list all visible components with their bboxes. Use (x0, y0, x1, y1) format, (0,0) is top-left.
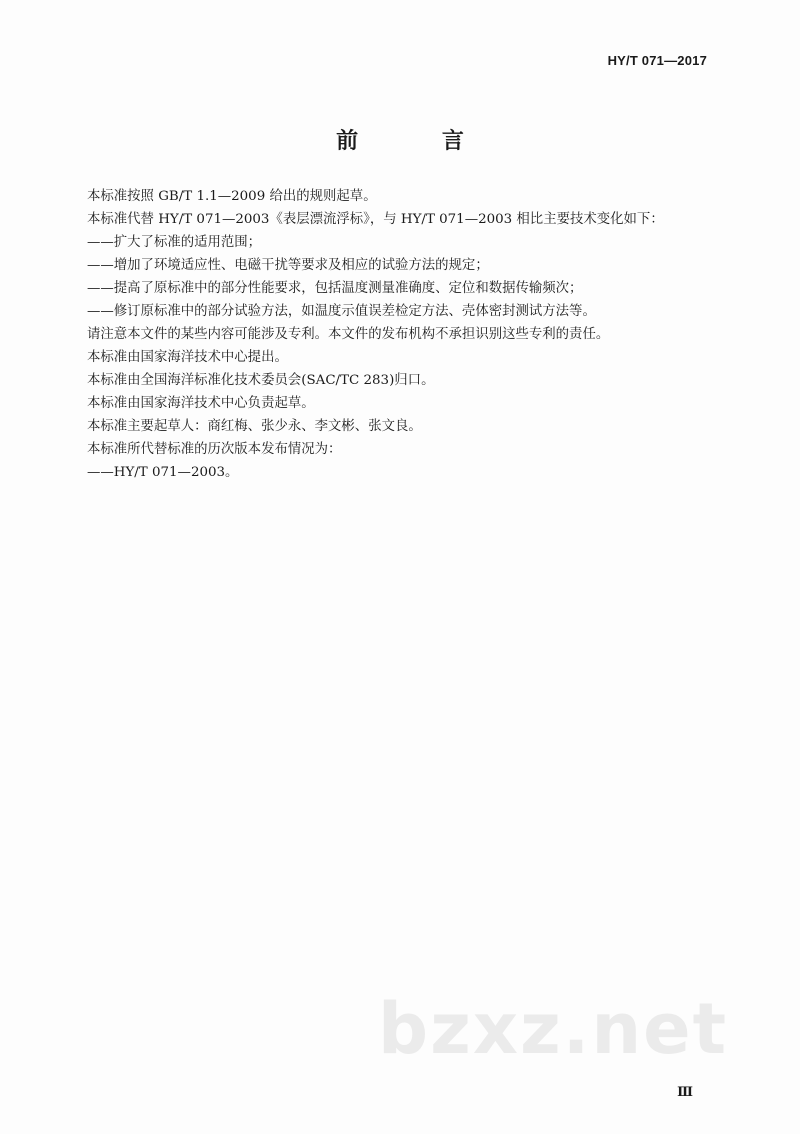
change-item-scope: ——扩大了标准的适用范围； (87, 235, 262, 250)
foreword-body (87, 185, 727, 484)
change-item-environment: ——增加了环境适应性、电磁干扰等要求及相应的试验方法的规定； (87, 258, 489, 273)
change-item-performance: ——提高了原标准中的部分性能要求，包括温度测量准确度、定位和数据传输频次； (87, 281, 583, 296)
paragraph-replaces: 本标准代替 HY/T 071—2003《表层漂流浮标》，与 HY/T 071—2003 相比主要技术变化如下： (87, 212, 664, 227)
paragraph-under-jurisdiction: 本标准由全国海洋标准化技术委员会(SAC/TC 283)归口。 (87, 373, 435, 388)
paragraph-history: 本标准所代替标准的历次版本发布情况为： (87, 442, 342, 457)
paragraph-proposed-by: 本标准由国家海洋技术中心提出。 (87, 350, 288, 365)
standard-code: HY/T 071—2017 (607, 53, 707, 68)
paragraph-drafters: 本标准主要起草人：商红梅、张少永、李文彬、张文良。 (87, 419, 422, 434)
change-item-test-methods: ——修订原标准中的部分试验方法，如温度示值误差检定方法、壳体密封测试方法等。 (87, 304, 596, 319)
paragraph-drafted-by: 本标准由国家海洋技术中心负责起草。 (87, 396, 315, 411)
paragraph-patent-notice: 请注意本文件的某些内容可能涉及专利。本文件的发布机构不承担识别这些专利的责任。 (87, 327, 610, 342)
paragraph-drafting-rules: 本标准按照 GB/T 1.1—2009 给出的规则起草。 (87, 189, 377, 204)
history-item: ——HY/T 071—2003。 (87, 465, 239, 480)
page-number: Ⅲ (677, 1085, 693, 1100)
watermark: bzxz.net (378, 988, 729, 1070)
page-title: 前 言 (336, 129, 502, 154)
